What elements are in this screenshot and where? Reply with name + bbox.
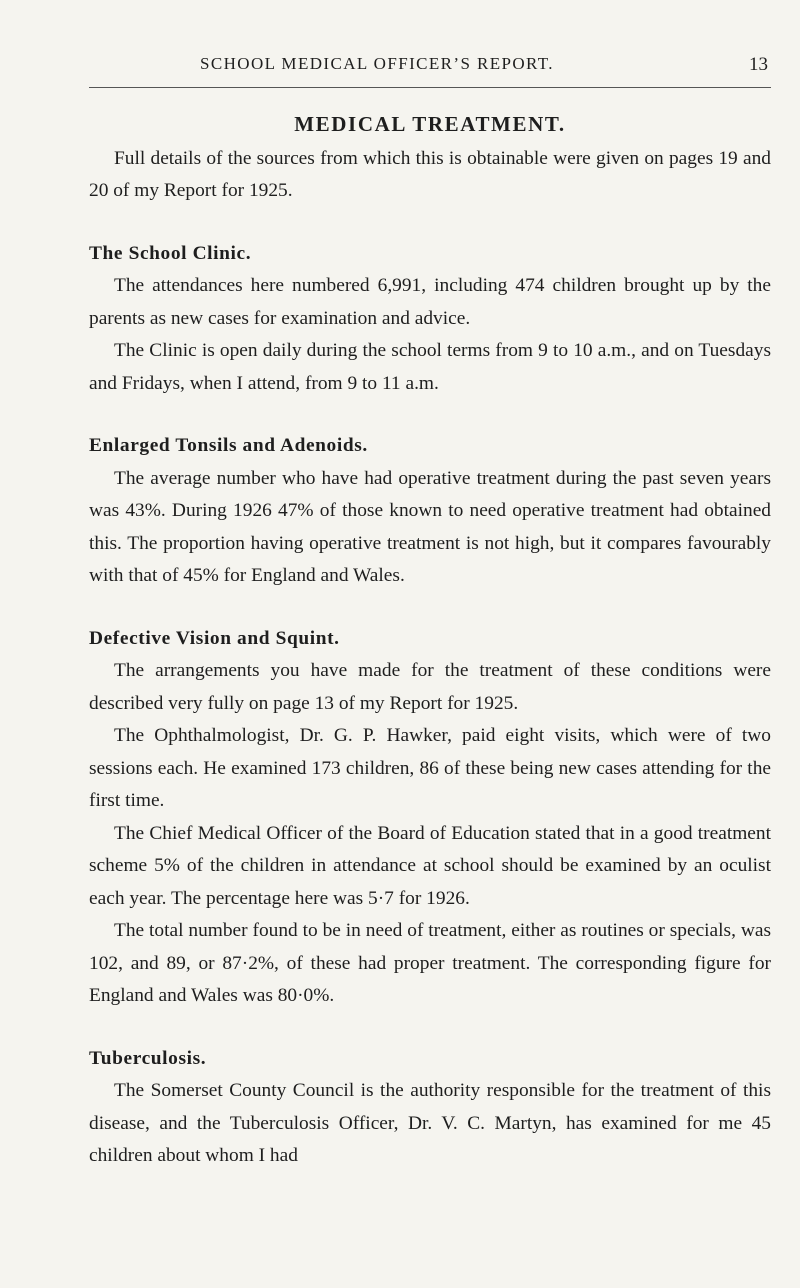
- section-heading-vision-squint: Defective Vision and Squint.: [89, 627, 340, 649]
- paragraph: The total number found to be in need of treatment, either as routines or specials, was 102, and 89, or 87·2%, of these had proper treatment. The corresponding figure for England and Wales was 80·0%.: [89, 920, 771, 1006]
- paragraph: The average number who have had operative treatment during the past seven years was 43%. During 1926 47% of those known to need operative treatment had obtained this. The proportion having operative treatment is not high, but it compares favourably with that of 45% for England and Wales.: [89, 467, 771, 586]
- header-rule: [89, 87, 771, 88]
- section-heading-tuberculosis: Tuberculosis.: [89, 1047, 207, 1069]
- running-head-title: SCHOOL MEDICAL OFFICER’S REPORT.: [200, 54, 554, 73]
- page-title: MEDICAL TREATMENT.: [294, 112, 566, 136]
- section-heading-tonsils-adenoids: Enlarged Tonsils and Adenoids.: [89, 435, 368, 456]
- section-heading-school-clinic: The School Clinic.: [89, 242, 252, 264]
- paragraph: The attendances here numbered 6,991, including 474 children brought up by the parents as new cases for examination and advice.: [89, 275, 771, 329]
- body-text: [89, 108, 771, 1173]
- paragraph: The Chief Medical Officer of the Board of Education stated that in a good treatment scheme 5% of the children in attendance at school should be examined by an oculist each year. The percentage here was 5·7 for 1926.: [89, 822, 771, 909]
- paragraph: The Ophthalmologist, Dr. G. P. Hawker, paid eight visits, which were of two sessions each. He examined 173 children, 86 of these being new cases attending for the first time.: [89, 725, 771, 811]
- paragraph: The Clinic is open daily during the school terms from 9 to 10 a.m., and on Tuesdays and Fridays, when I attend, from 9 to 11 a.m.: [89, 340, 771, 394]
- intro-paragraph: Full details of the sources from which this is obtainable were given on pages 19 and 20 of my Report for 1925.: [89, 147, 771, 201]
- paragraph: The Somerset County Council is the authority responsible for the treatment of this disease, and the Tuberculosis Officer, Dr. V. C. Martyn, has examined for me 45 children about whom I had: [89, 1080, 771, 1166]
- page-number: 13: [749, 54, 768, 75]
- paragraph: The arrangements you have made for the treatment of these conditions were described very fully on page 13 of my Report for 1925.: [89, 660, 771, 714]
